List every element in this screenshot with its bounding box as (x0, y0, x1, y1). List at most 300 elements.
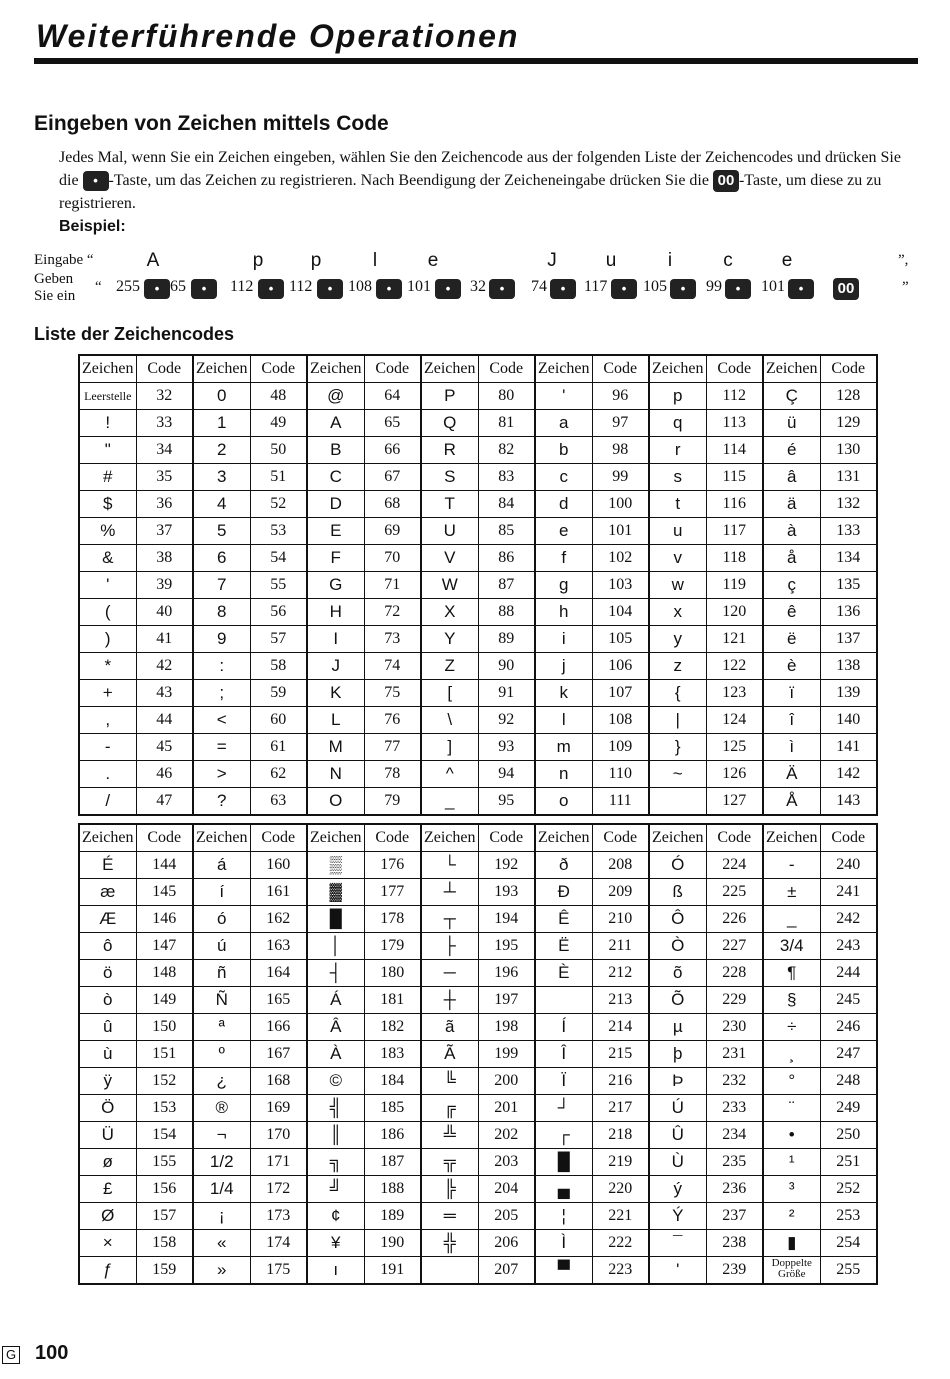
code-cell: 156 (136, 1176, 193, 1203)
char-cell: æ (79, 879, 136, 906)
char-cell: ' (79, 572, 136, 599)
col-header-char: Zeichen (535, 355, 592, 383)
char-cell: < (193, 707, 250, 734)
code-cell: 158 (136, 1230, 193, 1257)
char-cell: ▮ (763, 1230, 820, 1257)
code-cell: 39 (136, 572, 193, 599)
dot-key-icon: • (611, 279, 637, 299)
char-cell: V (421, 545, 478, 572)
code-cell: 82 (478, 437, 535, 464)
table-row (79, 788, 877, 816)
char-cell: º (193, 1041, 250, 1068)
char-cell: ¡ (193, 1203, 250, 1230)
code-cell: 116 (706, 491, 763, 518)
example-close-quote: ”, (898, 252, 909, 268)
char-cell: Q (421, 410, 478, 437)
char-cell: ä (763, 491, 820, 518)
char-cell: í (193, 879, 250, 906)
char-cell: û (79, 1014, 136, 1041)
char-cell: Ð (535, 879, 592, 906)
char-cell: Û (649, 1122, 706, 1149)
code-cell: 64 (364, 383, 421, 410)
code-cell: 53 (250, 518, 307, 545)
char-cell: Â (307, 1014, 364, 1041)
char-cell: 1/2 (193, 1149, 250, 1176)
char-cell: h (535, 599, 592, 626)
char-cell: ╦ (421, 1149, 478, 1176)
char-cell: # (79, 464, 136, 491)
char-cell: ] (421, 734, 478, 761)
code-cell: 185 (364, 1095, 421, 1122)
code-cell: 213 (592, 987, 649, 1014)
char-cell: 1/4 (193, 1176, 250, 1203)
code-cell: 135 (820, 572, 877, 599)
char-cell: Y (421, 626, 478, 653)
code-cell: 198 (478, 1014, 535, 1041)
char-cell: ▄ (535, 1176, 592, 1203)
char-cell: G (307, 572, 364, 599)
table-row (79, 707, 877, 734)
code-cell: 112 (706, 383, 763, 410)
char-cell (535, 987, 592, 1014)
code-cell: 183 (364, 1041, 421, 1068)
char-cell: ÷ (763, 1014, 820, 1041)
code-cell: 144 (136, 852, 193, 879)
char-cell: W (421, 572, 478, 599)
dot-key-icon: • (435, 279, 461, 299)
char-cell: g (535, 572, 592, 599)
double-zero-key-icon: 00 (833, 278, 859, 300)
code-cell: 40 (136, 599, 193, 626)
char-cell: ▓ (307, 879, 364, 906)
code-cell: 222 (592, 1230, 649, 1257)
code-cell: 148 (136, 960, 193, 987)
code-cell: 129 (820, 410, 877, 437)
code-cell: 73 (364, 626, 421, 653)
char-cell: X (421, 599, 478, 626)
col-header-char: Zeichen (421, 355, 478, 383)
char-cell: M (307, 734, 364, 761)
double-size-label: Doppelte Größe (771, 1257, 812, 1280)
code-cell: 191 (364, 1257, 421, 1285)
char-cell: Î (535, 1041, 592, 1068)
code-cell: 57 (250, 626, 307, 653)
char-cell: î (763, 707, 820, 734)
table-row (79, 1257, 877, 1285)
code-cell: 127 (706, 788, 763, 816)
col-header-char: Zeichen (763, 824, 820, 852)
code-list-title: Liste der Zeichencodes (34, 324, 235, 344)
char-cell: ^ (421, 761, 478, 788)
code-cell: 167 (250, 1041, 307, 1068)
code-cell: 98 (592, 437, 649, 464)
code-cell: 230 (706, 1014, 763, 1041)
para-text-2: -Taste, um das Zeichen zu registrieren. Nach Beendigung der Zeicheneingabe drücken Sie die (108, 172, 713, 189)
example-code: 112 (230, 278, 254, 295)
code-cell: 178 (364, 906, 421, 933)
code-cell: 78 (364, 761, 421, 788)
table-row (79, 879, 877, 906)
code-cell: 145 (136, 879, 193, 906)
char-cell: _ (421, 788, 478, 816)
char-cell: x (649, 599, 706, 626)
col-header-code: Code (136, 824, 193, 852)
example-char: c (723, 250, 733, 271)
char-cell: ³ (763, 1176, 820, 1203)
code-cell: 43 (136, 680, 193, 707)
code-cell: 85 (478, 518, 535, 545)
code-cell: 236 (706, 1176, 763, 1203)
char-cell: s (649, 464, 706, 491)
code-cell: 118 (706, 545, 763, 572)
example-code: 32 (470, 278, 486, 295)
code-cell: 227 (706, 933, 763, 960)
code-cell: 193 (478, 879, 535, 906)
col-header-char: Zeichen (535, 824, 592, 852)
dot-key-icon: • (788, 279, 814, 299)
code-cell: 164 (250, 960, 307, 987)
char-cell: { (649, 680, 706, 707)
table-row (79, 987, 877, 1014)
code-cell: 34 (136, 437, 193, 464)
char-cell: ~ (649, 761, 706, 788)
code-cell: 89 (478, 626, 535, 653)
code-cell: 173 (250, 1203, 307, 1230)
char-cell: ¢ (307, 1203, 364, 1230)
code-cell: 172 (250, 1176, 307, 1203)
char-cell: t (649, 491, 706, 518)
char-cell: & (79, 545, 136, 572)
code-cell: 72 (364, 599, 421, 626)
code-cell: 107 (592, 680, 649, 707)
code-cell: 149 (136, 987, 193, 1014)
code-cell: 171 (250, 1149, 307, 1176)
code-cell: 33 (136, 410, 193, 437)
char-cell: ò (79, 987, 136, 1014)
code-cell: 234 (706, 1122, 763, 1149)
code-cell: 219 (592, 1149, 649, 1176)
char-cell: 9 (193, 626, 250, 653)
char-cell: « (193, 1230, 250, 1257)
char-cell: ┘ (535, 1095, 592, 1122)
code-cell: 66 (364, 437, 421, 464)
code-cell: 196 (478, 960, 535, 987)
char-cell: ë (763, 626, 820, 653)
code-cell: 147 (136, 933, 193, 960)
code-cell: 212 (592, 960, 649, 987)
section-title: Eingeben von Zeichen mittels Code (34, 112, 389, 135)
col-header-char: Zeichen (307, 355, 364, 383)
code-cell: 152 (136, 1068, 193, 1095)
code-cell: 67 (364, 464, 421, 491)
char-cell: ƒ (79, 1257, 136, 1285)
code-cell: 225 (706, 879, 763, 906)
char-cell: ║ (307, 1122, 364, 1149)
instruction-paragraph (59, 146, 905, 215)
char-cell: : (193, 653, 250, 680)
code-cell: 242 (820, 906, 877, 933)
code-cell: 104 (592, 599, 649, 626)
char-cell: 8 (193, 599, 250, 626)
code-cell: 46 (136, 761, 193, 788)
code-cell: 217 (592, 1095, 649, 1122)
col-header-code: Code (706, 824, 763, 852)
char-cell: ┌ (535, 1122, 592, 1149)
code-cell: 232 (706, 1068, 763, 1095)
char-cell: ; (193, 680, 250, 707)
char-cell: § (763, 987, 820, 1014)
char-cell: ▒ (307, 852, 364, 879)
code-cell: 190 (364, 1230, 421, 1257)
char-cell: z (649, 653, 706, 680)
char-cell: B (307, 437, 364, 464)
code-cell: 175 (250, 1257, 307, 1285)
char-cell: └ (421, 852, 478, 879)
code-cell: 103 (592, 572, 649, 599)
char-cell: j (535, 653, 592, 680)
code-cell: 177 (364, 879, 421, 906)
char-cell: Ç (763, 383, 820, 410)
char-cell: Ô (649, 906, 706, 933)
code-cell: 197 (478, 987, 535, 1014)
char-cell: q (649, 410, 706, 437)
char-cell: Ã (421, 1041, 478, 1068)
code-cell: 170 (250, 1122, 307, 1149)
char-cell: ╔ (421, 1095, 478, 1122)
example-char: A (146, 250, 160, 271)
code-table-2 (78, 823, 878, 1285)
title-rule (34, 58, 918, 64)
table-row (79, 1068, 877, 1095)
code-cell: 200 (478, 1068, 535, 1095)
char-cell: c (535, 464, 592, 491)
code-cell: 211 (592, 933, 649, 960)
char-cell: 1 (193, 410, 250, 437)
code-cell: 133 (820, 518, 877, 545)
para-text-1: Jedes Mal, wenn Sie ein Zeichen eingeben, wählen Sie den Zeichencode aus der folgenden Liste der Zeichencodes und drücken Sie die (59, 149, 901, 189)
example-char: u (605, 250, 617, 271)
example-code: 65 (170, 278, 186, 295)
code-cell: 54 (250, 545, 307, 572)
char-cell: | (649, 707, 706, 734)
code-cell: 142 (820, 761, 877, 788)
code-cell: 56 (250, 599, 307, 626)
char-cell: ô (79, 933, 136, 960)
table-row (79, 464, 877, 491)
table-row (79, 761, 877, 788)
code-cell: 249 (820, 1095, 877, 1122)
code-cell: 141 (820, 734, 877, 761)
code-cell: 38 (136, 545, 193, 572)
char-cell: K (307, 680, 364, 707)
char-cell: ' (649, 1257, 706, 1285)
example-char: e (427, 250, 439, 271)
code-cell: 119 (706, 572, 763, 599)
char-cell: F (307, 545, 364, 572)
dot-key-icon: • (489, 279, 515, 299)
code-cell: 215 (592, 1041, 649, 1068)
char-cell: I (307, 626, 364, 653)
char-cell: │ (307, 933, 364, 960)
char-cell: R (421, 437, 478, 464)
dot-key-icon: • (258, 279, 284, 299)
code-cell: 126 (706, 761, 763, 788)
char-cell: T (421, 491, 478, 518)
code-cell: 130 (820, 437, 877, 464)
code-cell: 214 (592, 1014, 649, 1041)
code-cell: 179 (364, 933, 421, 960)
code-cell: 81 (478, 410, 535, 437)
char-cell: ─ (421, 960, 478, 987)
code-cell: 162 (250, 906, 307, 933)
example-code: 101 (407, 278, 431, 295)
code-cell: 74 (364, 653, 421, 680)
char-cell: █ (307, 906, 364, 933)
char-cell: U (421, 518, 478, 545)
code-cell: 93 (478, 734, 535, 761)
char-cell: 4 (193, 491, 250, 518)
code-cell: 35 (136, 464, 193, 491)
table-row (79, 572, 877, 599)
code-cell: 251 (820, 1149, 877, 1176)
char-cell: ü (763, 410, 820, 437)
code-cell: 95 (478, 788, 535, 816)
col-header-code: Code (250, 355, 307, 383)
code-cell: 47 (136, 788, 193, 816)
char-cell: Ý (649, 1203, 706, 1230)
code-cell: 169 (250, 1095, 307, 1122)
char-cell: ├ (421, 933, 478, 960)
code-cell: 165 (250, 987, 307, 1014)
char-cell: ® (193, 1095, 250, 1122)
code-cell: 192 (478, 852, 535, 879)
example-close-quote: ” (902, 279, 909, 295)
code-cell: 100 (592, 491, 649, 518)
char-cell: ? (193, 788, 250, 816)
char-cell: õ (649, 960, 706, 987)
char-cell (421, 1257, 478, 1285)
code-cell: 253 (820, 1203, 877, 1230)
code-cell: 108 (592, 707, 649, 734)
dot-key-icon: • (83, 171, 109, 191)
code-cell: 237 (706, 1203, 763, 1230)
example-enter-label: Geben Sie ein (34, 271, 76, 304)
char-cell: ┤ (307, 960, 364, 987)
char-cell: $ (79, 491, 136, 518)
code-cell: 241 (820, 879, 877, 906)
code-cell: 134 (820, 545, 877, 572)
code-cell: 243 (820, 933, 877, 960)
char-cell: ý (649, 1176, 706, 1203)
char-cell: ¨ (763, 1095, 820, 1122)
char-cell: Ú (649, 1095, 706, 1122)
code-cell: 75 (364, 680, 421, 707)
code-cell: 44 (136, 707, 193, 734)
char-cell: > (193, 761, 250, 788)
char-cell: × (79, 1230, 136, 1257)
char-cell: Õ (649, 987, 706, 1014)
char-cell: P (421, 383, 478, 410)
char-cell: ì (763, 734, 820, 761)
table-row (79, 1095, 877, 1122)
col-header-code: Code (592, 824, 649, 852)
char-cell: k (535, 680, 592, 707)
char-cell: * (79, 653, 136, 680)
example-code: 99 (706, 278, 722, 295)
char-cell: H (307, 599, 364, 626)
code-cell: 51 (250, 464, 307, 491)
code-cell: 231 (706, 1041, 763, 1068)
char-cell: ú (193, 933, 250, 960)
example-char: p (310, 250, 322, 271)
code-cell: 207 (478, 1257, 535, 1285)
char-cell: ( (79, 599, 136, 626)
col-header-code: Code (364, 355, 421, 383)
dot-key-icon: • (550, 279, 576, 299)
char-cell: ¶ (763, 960, 820, 987)
example-code: 255 (116, 278, 140, 295)
char-cell: 5 (193, 518, 250, 545)
col-header-char: Zeichen (649, 824, 706, 852)
code-cell: 59 (250, 680, 307, 707)
code-cell: 42 (136, 653, 193, 680)
code-cell: 52 (250, 491, 307, 518)
char-cell: ┴ (421, 879, 478, 906)
code-cell: 239 (706, 1257, 763, 1285)
table-row (79, 933, 877, 960)
char-cell: Ó (649, 852, 706, 879)
char-cell: m (535, 734, 592, 761)
char-cell: - (763, 852, 820, 879)
char-cell: ° (763, 1068, 820, 1095)
example-code: 74 (531, 278, 547, 295)
char-cell: ╝ (307, 1176, 364, 1203)
char-cell: u (649, 518, 706, 545)
char-cell: @ (307, 383, 364, 410)
char-cell: 3/4 (763, 933, 820, 960)
char-cell: v (649, 545, 706, 572)
code-cell: 205 (478, 1203, 535, 1230)
col-header-char: Zeichen (763, 355, 820, 383)
code-cell: 110 (592, 761, 649, 788)
char-cell: Í (535, 1014, 592, 1041)
code-cell: 153 (136, 1095, 193, 1122)
char-cell: n (535, 761, 592, 788)
table-row (79, 906, 877, 933)
code-cell: 97 (592, 410, 649, 437)
example-char: i (667, 250, 673, 271)
char-cell: ╠ (421, 1176, 478, 1203)
code-cell: 131 (820, 464, 877, 491)
code-cell: 184 (364, 1068, 421, 1095)
char-cell: ø (79, 1149, 136, 1176)
code-cell: 224 (706, 852, 763, 879)
code-cell: 186 (364, 1122, 421, 1149)
char-cell: L (307, 707, 364, 734)
example-char: p (252, 250, 264, 271)
char-cell: ┬ (421, 906, 478, 933)
code-cell: 50 (250, 437, 307, 464)
table-row (79, 1203, 877, 1230)
table-row (79, 852, 877, 879)
code-cell: 252 (820, 1176, 877, 1203)
dot-key-icon: • (376, 279, 402, 299)
code-cell: 150 (136, 1014, 193, 1041)
code-cell: 221 (592, 1203, 649, 1230)
code-cell: 32 (136, 383, 193, 410)
code-cell: 123 (706, 680, 763, 707)
example-code: 105 (643, 278, 667, 295)
